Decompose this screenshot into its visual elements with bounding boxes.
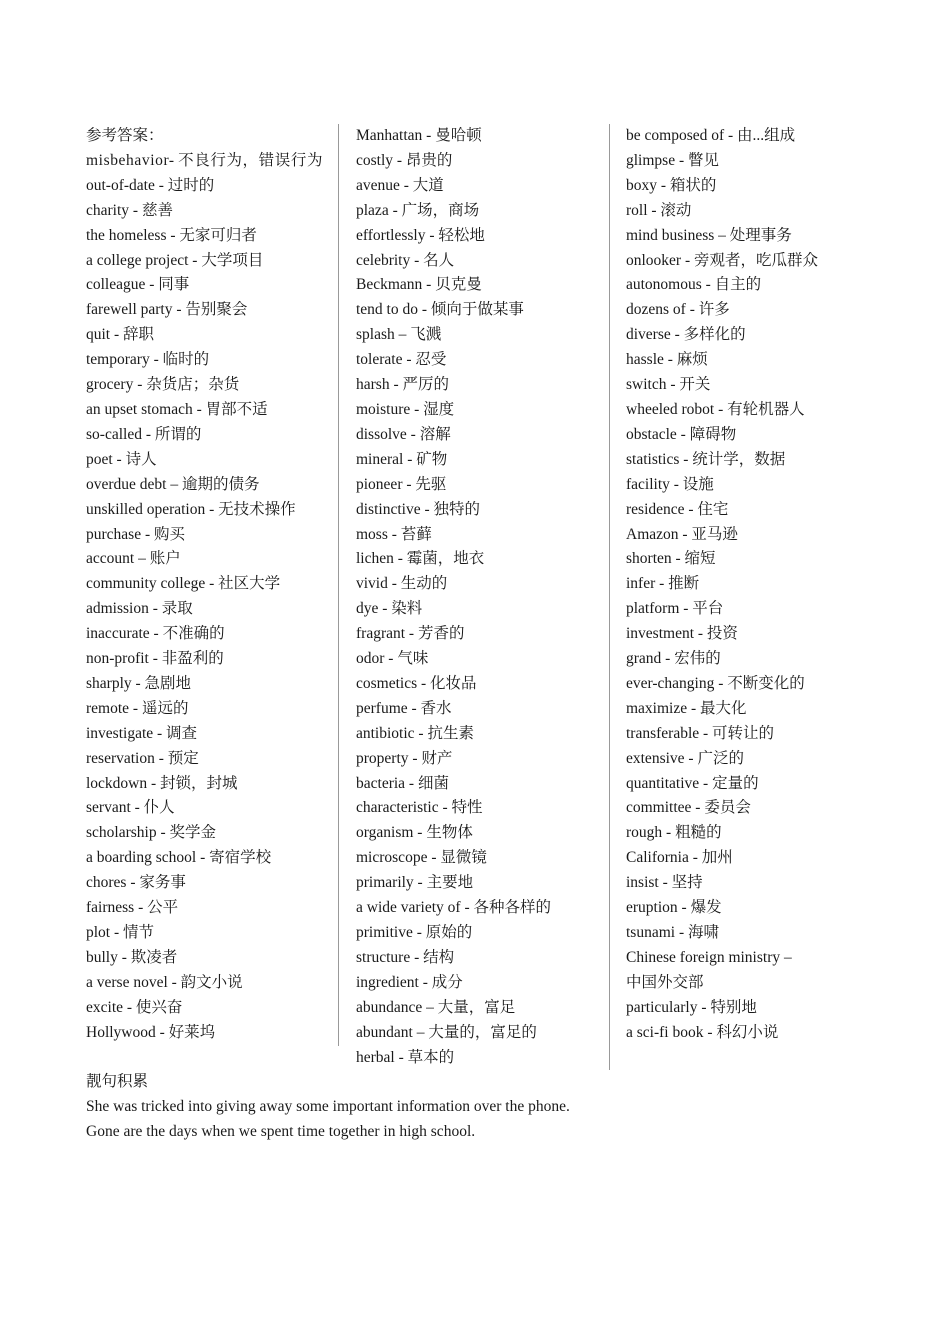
vocab-column-2: [339, 124, 610, 1070]
sentences-section: [86, 1070, 866, 1145]
vocab-item: primarily - 主要地: [356, 874, 474, 892]
vocab-item: switch - 开关: [626, 376, 711, 394]
vocab-item: transferable - 可转让的: [626, 724, 775, 742]
vocab-item: roll - 滚动: [626, 201, 692, 219]
vocab-item: residence - 住宅: [626, 500, 729, 518]
vocab-item: so-called - 所谓的: [86, 425, 202, 443]
vocab-item: Hollywood - 好莱坞: [86, 1023, 216, 1041]
vocab-item: sharply - 急剧地: [86, 674, 192, 692]
vocab-item: an upset stomach - 胃部不适: [86, 400, 268, 418]
vocab-item: splash – 飞溅: [356, 326, 442, 344]
vocab-item: farewell party - 告别聚会: [86, 301, 248, 319]
vocab-item: grand - 宏伟的: [626, 650, 721, 668]
vocab-item: lichen - 霉菌，地衣: [356, 550, 485, 568]
vocab-item: colleague - 同事: [86, 276, 190, 294]
vocab-item: fragrant - 芳香的: [356, 625, 465, 643]
vocab-item: dissolve - 溶解: [356, 425, 451, 443]
vocab-item: odor - 气味: [356, 650, 429, 668]
vocab-item: excite - 使兴奋: [86, 998, 183, 1016]
vocab-item: grocery - 杂货店；杂货: [86, 376, 240, 394]
vocab-item: extensive - 广泛的: [626, 749, 744, 767]
vocab-item: tsunami - 海啸: [626, 924, 719, 941]
vocab-item: unskilled operation - 无技术操作: [86, 500, 296, 518]
vocab-item: eruption - 爆发: [626, 899, 722, 917]
vocab-item: California - 加州: [626, 849, 733, 867]
vocab-item: Chinese foreign ministry –: [626, 948, 792, 966]
vocab-item: infer - 推断: [626, 575, 700, 593]
vocab-item: cosmetics - 化妆品: [356, 674, 477, 692]
vocab-item: autonomous - 自主的: [626, 276, 762, 294]
vocab-item: Amazon - 亚马逊: [626, 525, 738, 543]
answer-heading: 参考答案：: [86, 127, 164, 144]
vocab-item: mineral - 矿物: [356, 450, 448, 468]
vocab-item: Manhattan - 曼哈顿: [356, 127, 482, 144]
sentences-heading: 靓句积累: [86, 1073, 149, 1091]
vocab-item: harsh - 严厉的: [356, 376, 449, 394]
vocab-item: ever-changing - 不断变化的: [626, 674, 805, 692]
vocab-item: insist - 坚持: [626, 874, 703, 892]
vocab-item: a wide variety of - 各种各样的: [356, 899, 551, 917]
vocabulary-columns: [86, 124, 866, 1070]
vocab-item: community college - 社区大学: [86, 575, 281, 593]
vocab-item: organism - 生物体: [356, 824, 473, 842]
vocab-item: out-of-date - 过时的: [86, 176, 215, 194]
vocab-item: charity - 慈善: [86, 201, 173, 219]
vocab-item: servant - 仆人: [86, 799, 175, 817]
vocab-item: non-profit - 非盈利的: [86, 650, 224, 668]
vocab-item: remote - 遥远的: [86, 699, 189, 717]
sentence: She was tricked into giving away some important information over the phone.: [86, 1098, 570, 1116]
vocab-item: quit - 辞职: [86, 326, 155, 344]
vocab-item: Beckmann - 贝克曼: [356, 276, 482, 294]
vocab-item: plot - 情节: [86, 924, 155, 941]
vocab-item: abundance – 大量，富足: [356, 998, 516, 1016]
vocab-item: maximize - 最大化: [626, 699, 747, 717]
vocab-item: a verse novel - 韵文小说: [86, 973, 243, 991]
vocab-item: fairness - 公平: [86, 899, 179, 917]
vocab-item: quantitative - 定量的: [626, 774, 759, 792]
vocab-item: plaza - 广场，商场: [356, 201, 480, 219]
vocab-item: a sci-fi book - 科幻小说: [626, 1023, 779, 1041]
vocab-item: the homeless - 无家可归者: [86, 226, 257, 244]
vocab-item: investigate - 调查: [86, 724, 198, 742]
vocab-item: vivid - 生动的: [356, 575, 448, 593]
vocab-item: avenue - 大道: [356, 176, 444, 194]
vocab-item: statistics - 统计学，数据: [626, 450, 786, 468]
vocab-item: committee - 委员会: [626, 799, 751, 817]
vocab-item: misbehavior- 不良行为，错误行为: [86, 151, 324, 169]
vocab-item: platform - 平台: [626, 600, 724, 618]
vocab-item: wheeled robot - 有轮机器人: [626, 400, 805, 418]
vocab-item: bacteria - 细菌: [356, 774, 449, 792]
vocab-item: abundant – 大量的，富足的: [356, 1023, 537, 1041]
vocab-item: 中国外交部: [626, 973, 704, 991]
vocab-item: boxy - 箱状的: [626, 176, 717, 194]
vocab-column-3: [610, 124, 866, 1046]
vocab-item: particularly - 特别地: [626, 998, 757, 1016]
vocab-item: perfume - 香水: [356, 699, 452, 717]
vocab-item: microscope - 显微镜: [356, 849, 487, 867]
vocab-item: be composed of - 由...组成: [626, 127, 796, 144]
vocab-item: property - 财产: [356, 749, 453, 767]
vocab-item: a college project - 大学项目: [86, 251, 264, 269]
vocab-item: characteristic - 特性: [356, 799, 483, 817]
document-page: [86, 124, 866, 1145]
vocab-item: a boarding school - 寄宿学校: [86, 849, 272, 867]
vocab-item: dozens of - 许多: [626, 301, 730, 319]
vocab-item: antibiotic - 抗生素: [356, 724, 474, 742]
vocab-item: effortlessly - 轻松地: [356, 226, 485, 244]
vocab-item: chores - 家务事: [86, 874, 186, 892]
vocab-item: overdue debt – 逾期的债务: [86, 475, 260, 493]
vocab-item: account – 账户: [86, 550, 181, 568]
vocab-item: investment - 投资: [626, 625, 738, 643]
vocab-item: distinctive - 独特的: [356, 500, 480, 518]
vocab-item: hassle - 麻烦: [626, 351, 708, 369]
vocab-item: admission - 录取: [86, 600, 193, 618]
vocab-item: purchase - 购买: [86, 525, 185, 543]
vocab-item: poet - 诗人: [86, 450, 157, 468]
vocab-item: reservation - 预定: [86, 749, 199, 767]
vocab-item: lockdown - 封锁，封城: [86, 774, 238, 792]
vocab-item: moisture - 湿度: [356, 400, 455, 418]
vocab-item: glimpse - 瞥见: [626, 151, 719, 169]
sentence: Gone are the days when we spent time together in high school.: [86, 1123, 476, 1141]
vocab-item: structure - 结构: [356, 948, 455, 966]
vocab-item: pioneer - 先驱: [356, 475, 447, 493]
vocab-item: mind business – 处理事务: [626, 226, 792, 244]
vocab-item: tend to do - 倾向于做某事: [356, 301, 524, 319]
vocab-item: primitive - 原始的: [356, 924, 473, 941]
vocab-item: celebrity - 名人: [356, 251, 455, 269]
vocab-item: facility - 设施: [626, 475, 714, 493]
vocab-item: diverse - 多样化的: [626, 326, 746, 344]
vocab-item: onlooker - 旁观者，吃瓜群众: [626, 251, 819, 269]
vocab-item: tolerate - 忍受: [356, 351, 447, 369]
vocab-item: shorten - 缩短: [626, 550, 716, 568]
vocab-item: obstacle - 障碍物: [626, 425, 737, 443]
vocab-column-1: [86, 124, 339, 1046]
vocab-item: moss - 苔藓: [356, 525, 432, 543]
vocab-item: herbal - 草本的: [356, 1048, 455, 1066]
vocab-item: rough - 粗糙的: [626, 824, 722, 842]
vocab-item: dye - 染料: [356, 600, 423, 618]
vocab-item: ingredient - 成分: [356, 973, 463, 991]
vocab-item: inaccurate - 不准确的: [86, 625, 225, 643]
vocab-item: scholarship - 奖学金: [86, 824, 217, 842]
vocab-item: temporary - 临时的: [86, 351, 210, 369]
vocab-item: bully - 欺凌者: [86, 948, 178, 966]
vocab-item: costly - 昂贵的: [356, 151, 453, 169]
